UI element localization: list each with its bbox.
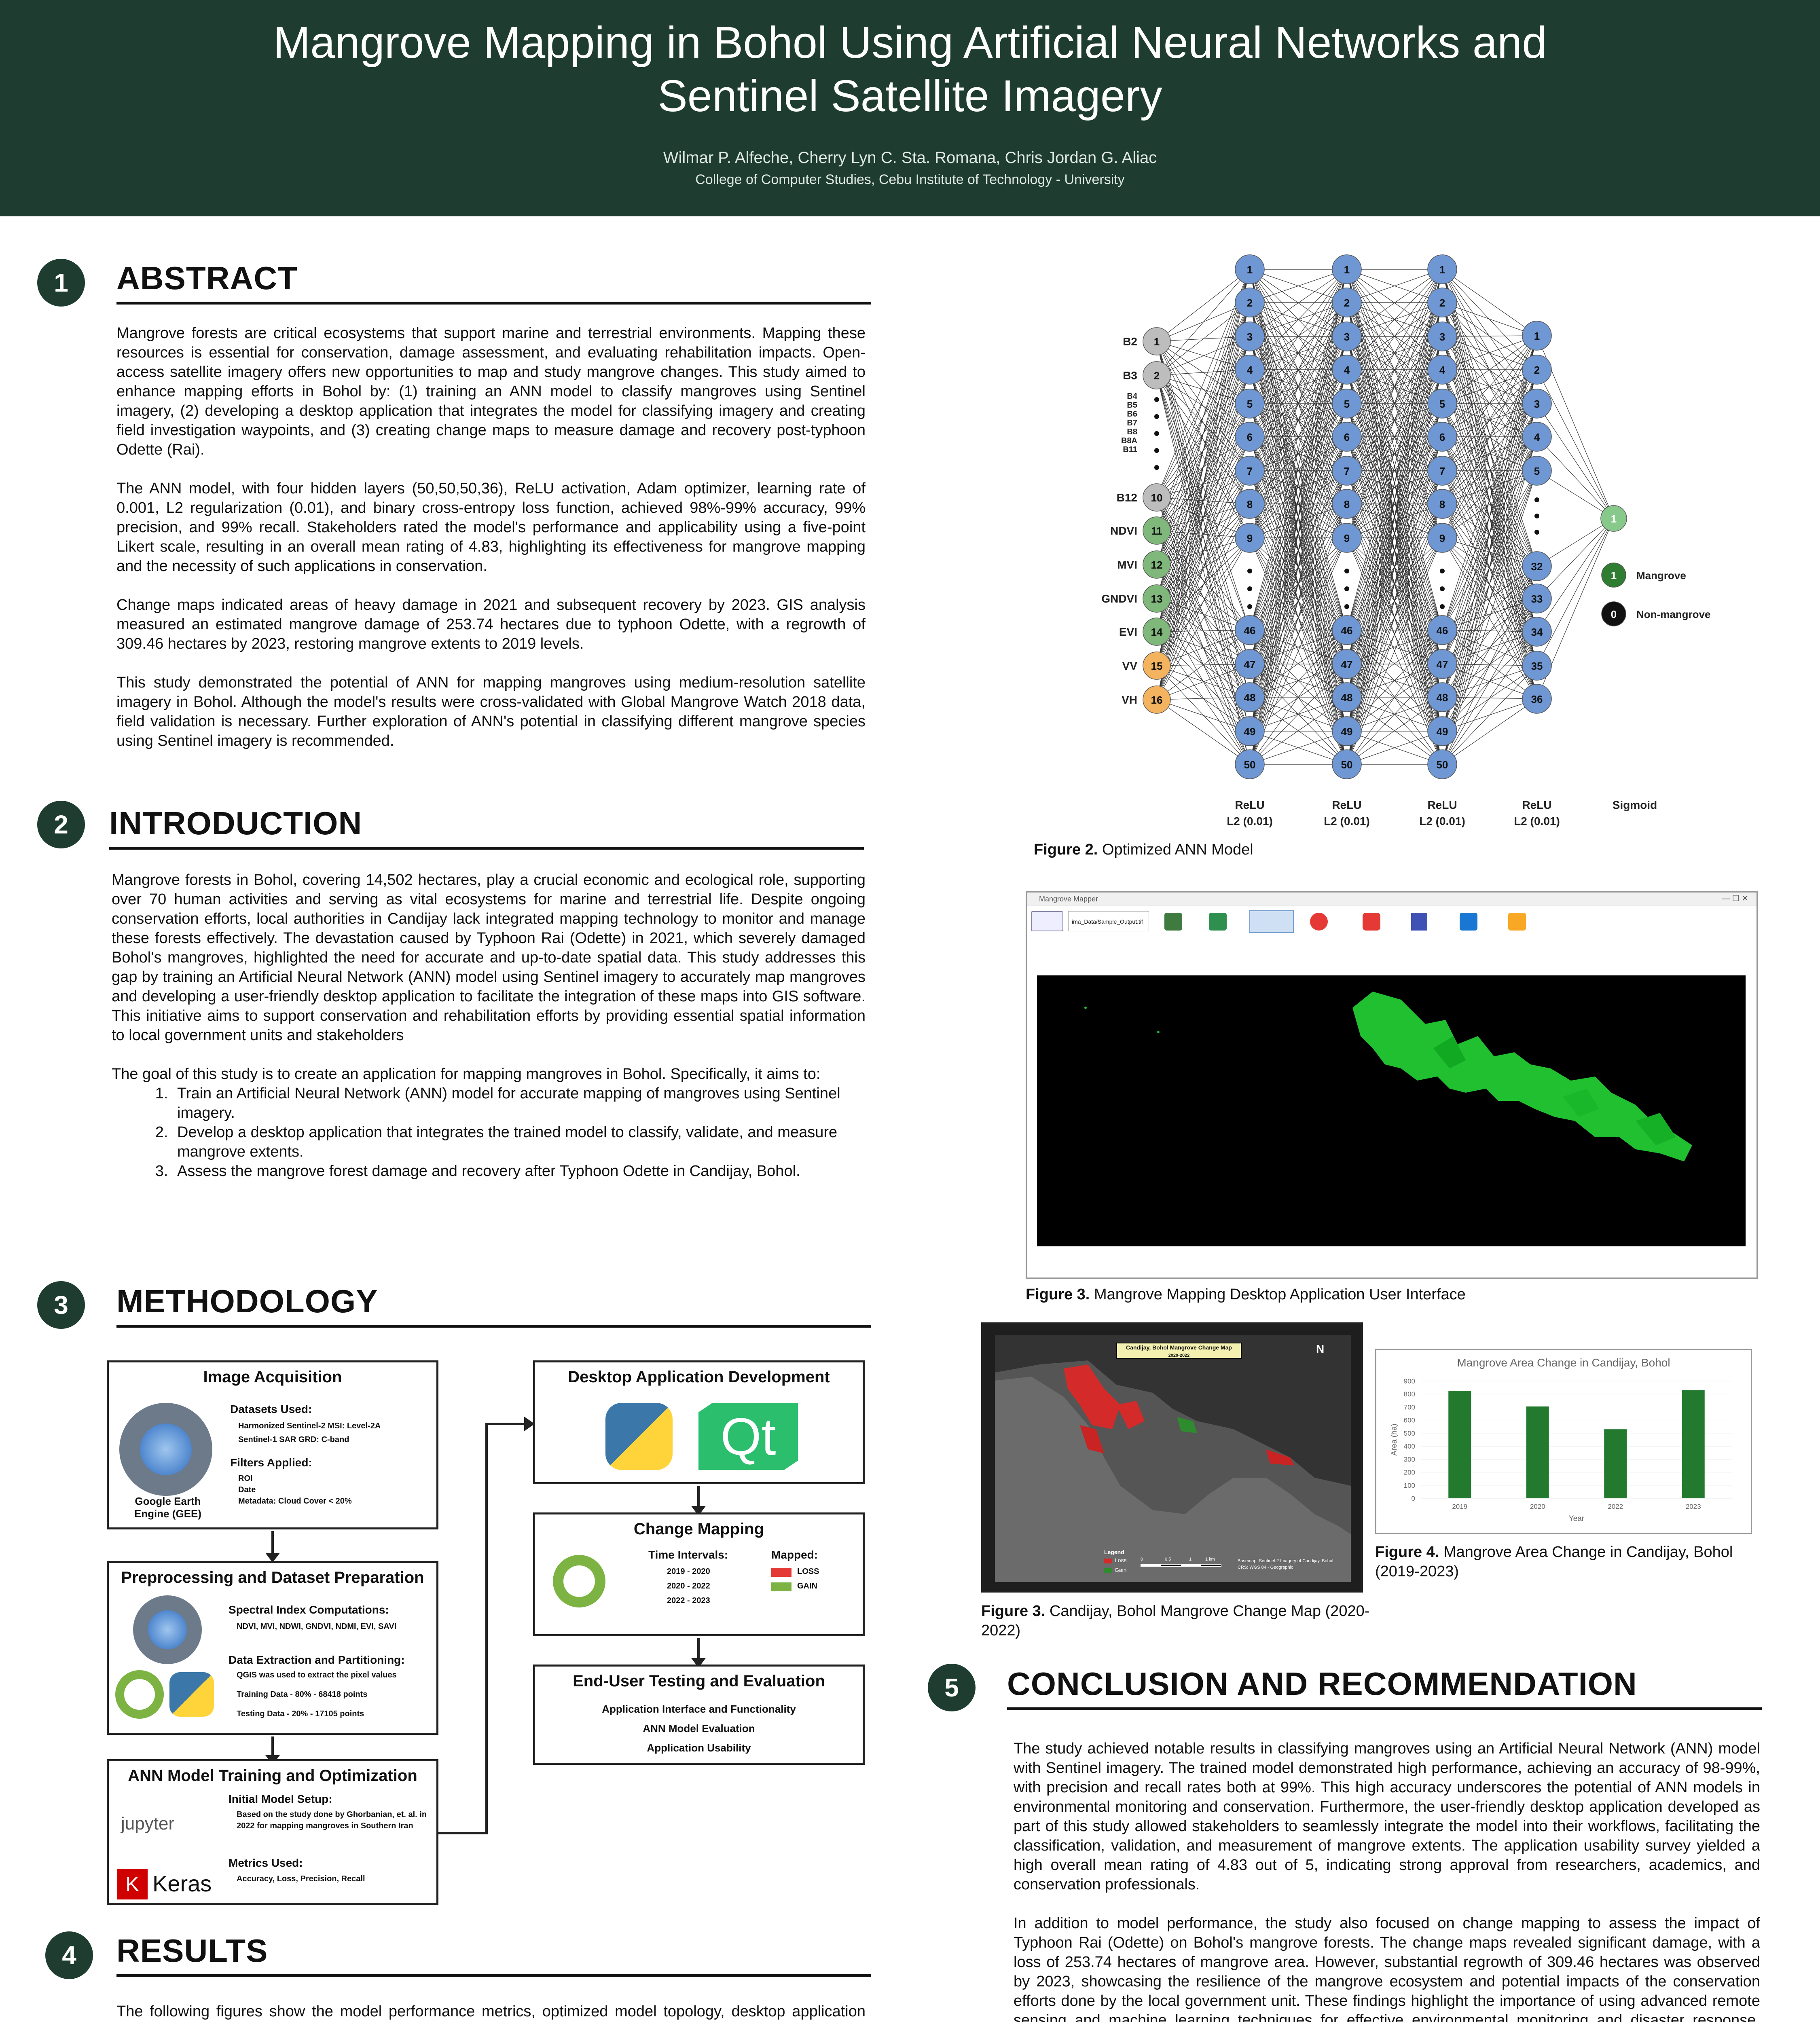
interval-item: 2019 - 2020	[667, 1567, 710, 1576]
spectral-heading: Spectral Index Computations:	[229, 1603, 389, 1616]
loss-label: LOSS	[797, 1567, 819, 1576]
conclusion-body	[1014, 1739, 1760, 2022]
y-tick-label: 800	[1403, 1390, 1415, 1398]
activation-label: Sigmoid	[1612, 799, 1657, 811]
input-feature-label: B7	[1127, 419, 1137, 427]
abstract-paragraph: Change maps indicated areas of heavy damage in 2021 and subsequent recovery by 2023. GIS analysis measured an estimated mangrove damage of 253.74 hectares due to typhoon Odette, with a regrowth of 309.46 hectares by 2023, restoring mangrove extents to 2019 levels.	[116, 596, 866, 652]
connection	[1157, 666, 1250, 764]
change-map	[981, 1322, 1363, 1593]
hidden-node-label: 3	[1246, 331, 1253, 343]
regularization-label: L2 (0.01)	[1419, 815, 1465, 827]
mapped-heading: Mapped:	[771, 1548, 818, 1561]
section-rule	[116, 1974, 871, 1977]
input-node-label: 2	[1153, 370, 1160, 382]
section-number-5: 5	[928, 1664, 976, 1711]
hidden-node-label: 1	[1534, 330, 1540, 342]
section-rule	[109, 847, 864, 850]
ellipsis-dot	[1534, 497, 1539, 502]
poster-header	[0, 0, 1820, 216]
gain-swatch	[771, 1582, 791, 1591]
caption-label: Figure 2.	[1034, 841, 1098, 858]
hidden-node-label: 49	[1244, 725, 1256, 738]
end-user-testing-box	[533, 1665, 865, 1765]
legend-non-mangrove-label: Non-mangrove	[1636, 608, 1711, 620]
input-feature-label: B3	[1123, 369, 1137, 382]
section-number-1: 1	[37, 259, 85, 307]
layers-button[interactable]	[1209, 913, 1227, 931]
input-node-label: 13	[1151, 593, 1163, 605]
abstract-paragraph: This study demonstrated the potential of ANN for mapping mangroves using medium-resolution satellite imagery in Bohol. Although the model's results were cross-validated with Global Mangrove Watch 2018 data, field validation is necessary. Further exploration of ANN's potential in classifying different mangrove species using Sentinel imagery is recommended.	[116, 674, 866, 749]
activation-label: ReLU	[1427, 799, 1457, 811]
hidden-node-label: 47	[1244, 658, 1256, 670]
box-title: End-User Testing and Evaluation	[573, 1672, 825, 1690]
hidden-node-label: 3	[1439, 331, 1445, 343]
bar	[1604, 1429, 1627, 1498]
north-arrow-icon: N	[1316, 1343, 1325, 1355]
section-rule	[1007, 1707, 1762, 1710]
keras-logo: Keras	[152, 1871, 212, 1896]
y-tick-label: 600	[1403, 1416, 1415, 1424]
x-tick-label: 2020	[1530, 1503, 1545, 1510]
ellipsis-dot	[1154, 414, 1159, 419]
metrics-heading: Metrics Used:	[229, 1857, 303, 1869]
bar	[1448, 1391, 1471, 1498]
change-mapping-box	[533, 1512, 865, 1636]
hidden-node-label: 34	[1531, 626, 1543, 638]
interval-item: 2020 - 2022	[667, 1582, 710, 1591]
hidden-node-label: 5	[1246, 398, 1253, 410]
qgis-icon	[115, 1670, 164, 1719]
section-number-2: 2	[37, 801, 85, 848]
caption-text: Mangrove Mapping Desktop Application User Interface	[1094, 1286, 1466, 1303]
filters-heading: Filters Applied:	[230, 1456, 312, 1469]
chart-title: Mangrove Area Change in Candijay, Bohol	[1457, 1356, 1670, 1369]
chart-button[interactable]	[1508, 913, 1526, 931]
hidden-node-label: 46	[1244, 624, 1256, 637]
legend-non-mangrove-node-label: 0	[1610, 608, 1617, 620]
hidden-node-label: 1	[1344, 264, 1350, 276]
abstract-body	[116, 324, 866, 770]
ellipsis-dot	[1534, 530, 1539, 535]
hidden-node-label: 6	[1439, 431, 1445, 443]
hidden-node-label: 35	[1531, 660, 1543, 672]
figure-3-caption	[1026, 1286, 1466, 1303]
input-feature-label: B12	[1116, 491, 1137, 504]
map-crs: CRS: WGS 84 - Geographic	[1238, 1565, 1293, 1570]
figure-3b-caption	[981, 1601, 1386, 1640]
evaluation-item: Application Interface and Functionality	[602, 1703, 796, 1715]
connection	[1442, 404, 1537, 764]
hidden-node-label: 8	[1439, 498, 1445, 510]
ann-training-box	[107, 1759, 438, 1905]
stop-button[interactable]	[1363, 913, 1380, 931]
image-acquisition-box	[107, 1360, 438, 1529]
ellipsis-dot	[1247, 569, 1252, 573]
conclusion-paragraph: In addition to model performance, the study also focused on change mapping to assess the impact of Typhoon Rai (Odette) on Bohol's mangrove forests. The change maps revealed significant damage, with a loss of 253.74 hectares of mangrove area. However, substantial regrowth of 309.46 hectares was observed by 2023, showcasing the resilience of the mangrove ecosystem and potential impacts of the conservation efforts done by the local government unit. These findings highlight the importance of using advanced remote sensing and machine learning techniques for effective environmental monitoring and disaster response,	[1014, 1915, 1760, 2022]
section-rule	[116, 302, 871, 305]
ann-diagram	[1023, 243, 1759, 837]
change-map-title: Candijay, Bohol Mangrove Change Map	[1126, 1344, 1232, 1351]
export-button[interactable]	[1460, 913, 1477, 931]
scale-bar	[1141, 1564, 1221, 1567]
list-item: 3. Assess the mangrove forest damage and recovery after Typhoon Odette in Candijay, Bohol.	[172, 1161, 866, 1181]
preprocessing-box	[107, 1561, 438, 1735]
input-node-label: 14	[1151, 626, 1163, 638]
ellipsis-dot	[1344, 586, 1349, 591]
input-feature-label: B8	[1127, 427, 1137, 436]
map-button[interactable]	[1249, 910, 1294, 933]
filter-item: Date	[238, 1485, 256, 1494]
hidden-node-label: 33	[1531, 593, 1543, 605]
input-feature-label: B5	[1127, 401, 1137, 410]
hidden-node-label: 48	[1341, 692, 1353, 704]
jupyter-logo: jupyter	[121, 1814, 175, 1834]
x-tick-label: 2023	[1685, 1503, 1701, 1510]
input-feature-label: B2	[1123, 335, 1137, 348]
hidden-node-label: 1	[1439, 264, 1445, 276]
section-title-conclusion: CONCLUSION AND RECOMMENDATION	[1007, 1666, 1637, 1702]
map-source: Basemap: Sentinel-2 Imagery of Candijay, Bohol	[1238, 1559, 1333, 1563]
section-title-introduction: INTRODUCTION	[109, 805, 362, 841]
hidden-node-label: 9	[1246, 532, 1253, 544]
input-feature-label: GNDVI	[1101, 592, 1137, 605]
area-chart-frame	[1375, 1349, 1752, 1534]
hidden-node-label: 36	[1531, 693, 1543, 705]
scale-tick: 0	[1141, 1557, 1143, 1562]
connection	[1537, 404, 1614, 518]
evaluation-item: ANN Model Evaluation	[643, 1722, 755, 1734]
bar	[1682, 1390, 1705, 1498]
flow-arrow	[271, 1531, 274, 1555]
caption-label: Figure 3.	[981, 1603, 1045, 1620]
input-node-label: 10	[1151, 492, 1163, 504]
caption-text: Candijay, Bohol Mangrove Change Map (2020-2022)	[981, 1603, 1370, 1639]
hidden-node-label: 6	[1246, 431, 1253, 443]
scale-tick: 1	[1189, 1557, 1192, 1562]
extraction-text: QGIS was used to extract the pixel values	[237, 1671, 397, 1679]
app-window-title: Mangrove Mapper	[1039, 895, 1098, 903]
hidden-node-label: 49	[1341, 725, 1353, 738]
python-icon	[169, 1672, 214, 1717]
section-title-methodology: METHODOLOGY	[116, 1283, 378, 1319]
desktop-app-box	[533, 1360, 865, 1484]
hidden-node-label: 49	[1436, 725, 1448, 738]
hidden-node-label: 3	[1534, 398, 1540, 410]
loss-label: Loss	[1115, 1557, 1127, 1563]
hidden-node-label: 47	[1436, 658, 1448, 670]
y-tick-label: 0	[1411, 1495, 1415, 1502]
y-tick-label: 300	[1403, 1455, 1415, 1464]
open-folder-button[interactable]	[1031, 911, 1063, 931]
input-feature-label: B6	[1127, 410, 1137, 419]
file-path-field[interactable]: ima_Data/Sample_Output.tif	[1068, 911, 1149, 931]
input-feature-label: MVI	[1117, 558, 1137, 571]
section-rule	[116, 1325, 871, 1328]
title-line-2: Sentinel Satellite Imagery	[658, 71, 1162, 121]
input-feature-label: B4	[1127, 392, 1137, 401]
intro-aims-list	[172, 1084, 866, 1181]
y-axis-label: Area (ha)	[1390, 1423, 1399, 1456]
setup-text: Based on the study done by Ghorbanian, et. al. in 2022 for mapping mangroves in Southern Iran	[237, 1810, 427, 1830]
google-earth-engine-icon	[133, 1595, 202, 1664]
ellipsis-dot	[1247, 586, 1252, 591]
section-title-results: RESULTS	[116, 1933, 268, 1969]
flow-arrow	[271, 1736, 274, 1758]
hidden-node-label: 47	[1341, 658, 1353, 670]
window-controls-icon[interactable]: — ☐ ✕	[1722, 894, 1748, 903]
training-data: Training Data - 80% - 68418 points	[237, 1690, 368, 1699]
regularization-label: L2 (0.01)	[1514, 815, 1560, 827]
regularization-label: L2 (0.01)	[1324, 815, 1370, 827]
qgis-icon	[553, 1555, 605, 1607]
poster-title	[0, 16, 1820, 123]
interval-item: 2022 - 2023	[667, 1596, 710, 1605]
caption-text: Optimized ANN Model	[1102, 841, 1253, 858]
y-tick-label: 700	[1403, 1403, 1415, 1411]
hidden-node-label: 7	[1344, 465, 1350, 477]
y-tick-label: 900	[1403, 1377, 1415, 1385]
setup-heading: Initial Model Setup:	[229, 1793, 332, 1805]
hidden-node-label: 4	[1246, 364, 1253, 376]
box-title: Image Acquisition	[203, 1368, 342, 1386]
dataset-item: Harmonized Sentinel-2 MSI: Level-2A	[238, 1421, 381, 1430]
scale-tick: 0.5	[1165, 1557, 1171, 1562]
hidden-node-label: 5	[1534, 465, 1540, 477]
hidden-node-label: 2	[1439, 297, 1445, 309]
figure-2-caption	[1034, 841, 1253, 859]
section-number-3: 3	[37, 1281, 85, 1329]
loss-swatch	[771, 1568, 791, 1577]
box-title: ANN Model Training and Optimization	[128, 1767, 417, 1785]
python-icon	[605, 1403, 673, 1470]
ellipsis-dot	[1154, 431, 1159, 436]
delete-button[interactable]	[1310, 913, 1328, 931]
ellipsis-dot	[1247, 604, 1252, 609]
caption-label: Figure 3.	[1026, 1286, 1090, 1303]
hidden-node-label: 1	[1246, 264, 1253, 276]
intro-paragraph: The goal of this study is to create an application for mapping mangroves in Bohol. Specifically, it aims to:	[112, 1066, 821, 1083]
hidden-node-label: 3	[1344, 331, 1350, 343]
change-map-subtitle: 2020-2022	[1168, 1353, 1190, 1358]
input-node-label: 12	[1151, 559, 1163, 571]
change-map-title-box	[1116, 1343, 1242, 1359]
hidden-node-label: 4	[1439, 364, 1445, 376]
connector	[438, 1832, 487, 1834]
ellipsis-dot	[1440, 586, 1445, 591]
hidden-node-label: 50	[1436, 759, 1448, 771]
app-window	[1026, 891, 1758, 1279]
y-tick-label: 400	[1403, 1442, 1415, 1451]
metrics-text: Accuracy, Loss, Precision, Recall	[237, 1874, 365, 1883]
datasets-heading: Datasets Used:	[230, 1403, 312, 1415]
input-feature-label: B11	[1123, 445, 1137, 454]
app-toolbar	[1031, 909, 1752, 934]
hidden-node-label: 4	[1344, 364, 1350, 376]
hidden-node-label: 2	[1344, 297, 1350, 309]
connection	[1157, 375, 1250, 731]
title-line-1: Mangrove Mapping in Bohol Using Artificial Neural Networks and	[273, 18, 1547, 68]
results-paragraph: The following figures show the model performance metrics, optimized model topology, desktop application	[116, 2003, 866, 2020]
gain-swatch	[1104, 1568, 1112, 1573]
hidden-node-label: 46	[1341, 624, 1353, 637]
hidden-node-label: 2	[1246, 297, 1253, 309]
intro-paragraph: Mangrove forests in Bohol, covering 14,502 hectares, play a crucial economic and ecological role, supporting over 70 human activities and serving as vital ecosystems for marine and terrestrial life. Despite ongoing conservation efforts, local authorities in Candijay lack integrated mapping technology to monitor and manage these forests effectively. The devastation caused by Typhoon Rai (Odette) in 2021, which severely damaged Bohol's mangroves, highlighted the need for accurate and up-to-date spatial data. This study addresses this gap by training an Artificial Neural Network (ANN) model using Sentinel imagery to accurately map mangroves and developing a user-friendly desktop application to facilitate the integration of these maps into GIS software. This initiative aims to support conservation and rehabilitation efforts by providing essential spatial information to local government units and stakeholders	[112, 871, 866, 1044]
input-node-label: 15	[1151, 660, 1163, 672]
hidden-node-label: 48	[1436, 692, 1448, 704]
box-title: Desktop Application Development	[568, 1368, 830, 1386]
classify-button[interactable]	[1164, 913, 1182, 931]
list-item: 2. Develop a desktop application that integrates the trained model to classify, validate, and measure mangrove extents.	[172, 1123, 866, 1161]
input-feature-label: B8A	[1121, 436, 1137, 445]
hidden-node-label: 7	[1439, 465, 1445, 477]
gain-label: GAIN	[797, 1582, 817, 1591]
gain-label: Gain	[1115, 1567, 1127, 1573]
hidden-node-label: 9	[1439, 532, 1445, 544]
input-feature-label: VH	[1122, 694, 1137, 706]
ellipsis-dot	[1344, 569, 1349, 573]
hidden-node-label: 2	[1534, 364, 1540, 376]
intervals-heading: Time Intervals:	[648, 1548, 728, 1561]
hidden-node-label: 50	[1244, 759, 1256, 771]
area-bar-chart	[1376, 1350, 1751, 1533]
ellipsis-dot	[1154, 465, 1159, 470]
y-tick-label: 200	[1403, 1468, 1415, 1476]
x-tick-label: 2022	[1608, 1503, 1623, 1510]
regularization-label: L2 (0.01)	[1227, 815, 1273, 827]
section-number-4: 4	[45, 1931, 93, 1979]
authors: Wilmar P. Alfeche, Cherry Lyn C. Sta. Romana, Chris Jordan G. Aliac	[663, 149, 1157, 167]
ellipsis-dot	[1154, 397, 1159, 402]
input-feature-label: NDVI	[1110, 525, 1137, 537]
filter-item: Metadata: Cloud Cover < 20%	[238, 1497, 352, 1506]
hidden-node-label: 5	[1439, 398, 1445, 410]
input-feature-label: EVI	[1119, 626, 1137, 638]
input-node-label: 16	[1151, 694, 1163, 706]
hidden-node-label: 48	[1244, 692, 1256, 704]
legend-mangrove-node-label: 1	[1610, 569, 1617, 582]
hidden-node-label: 50	[1341, 759, 1353, 771]
ellipsis-dot	[1440, 569, 1445, 573]
input-node-label: 11	[1151, 525, 1162, 537]
abstract-paragraph: Mangrove forests are critical ecosystems that support marine and terrestrial environments. Mapping these resources is essential for conservation, damage assessment, and evaluating rehabilitation impacts. Open-access satellite imagery offers new opportunities to map and study mangrove changes. This study aimed to enhance mapping efforts in Bohol by: (1) training an ANN model to classify mangroves using Sentinel imagery, (2) developing a desktop application that integrates the model for classifying imagery and creating field investigation waypoints, and (3) creating change maps to measure damage and recovery post-typhoon Odette (Rai).	[116, 325, 866, 458]
activation-label: ReLU	[1332, 799, 1362, 811]
loss-swatch	[1104, 1559, 1112, 1563]
bar	[1526, 1407, 1549, 1498]
ellipsis-dot	[1154, 448, 1159, 453]
hidden-node-label: 8	[1246, 498, 1253, 510]
activation-label: ReLU	[1235, 799, 1265, 811]
x-axis-label: Year	[1568, 1514, 1585, 1523]
connector	[485, 1423, 526, 1425]
input-node-label: 1	[1153, 336, 1160, 348]
ellipsis-dot	[1344, 604, 1349, 609]
extraction-heading: Data Extraction and Partitioning:	[229, 1654, 405, 1666]
testing-data: Testing Data - 20% - 17105 points	[237, 1709, 364, 1718]
flow-arrow	[697, 1638, 700, 1660]
scale-label: 1 km	[1205, 1557, 1215, 1562]
input-feature-label: VV	[1122, 660, 1137, 672]
figure-4-caption	[1375, 1542, 1755, 1581]
connection	[1442, 269, 1537, 566]
filter-item: ROI	[238, 1474, 253, 1483]
flow-arrow	[697, 1486, 700, 1508]
ellipsis-dot	[1440, 604, 1445, 609]
hidden-node-label: 5	[1344, 398, 1350, 410]
dataset-item: Sentinel-1 SAR GRD: C-band	[238, 1435, 349, 1444]
x-tick-label: 2019	[1452, 1503, 1468, 1510]
list-item: 1. Train an Artificial Neural Network (ANN) model for accurate mapping of mangroves using Sentinel imagery.	[172, 1084, 866, 1123]
caption-text: Mangrove Area Change in Candijay, Bohol (2019-2023)	[1375, 1544, 1733, 1580]
output-node-label: 1	[1610, 513, 1617, 525]
hidden-node-label: 9	[1344, 532, 1350, 544]
abstract-paragraph: The ANN model, with four hidden layers (50,50,50,36), ReLU activation, Adam optimizer, learning rate of 0.001, L2 regularization (0.01), and binary cross-entropy loss function, achieved 98%-99% accuracy, 99% precision, and 99% recall. Stakeholders rated the model's performance and applicability using a five-point Likert scale, resulting in an overall mean rating of 4.83, highlighting its effectiveness for mangrove mapping and the necessity of such applications in conservation.	[116, 480, 866, 575]
legend-mangrove-label: Mangrove	[1636, 569, 1686, 582]
caption-label: Figure 4.	[1375, 1544, 1439, 1561]
activation-label: ReLU	[1522, 799, 1552, 811]
ellipsis-dot	[1534, 514, 1539, 518]
results-intro	[116, 2002, 866, 2022]
y-tick-label: 100	[1403, 1481, 1415, 1489]
connection	[1157, 269, 1250, 375]
intro-body	[112, 870, 866, 1181]
qt-icon: Qt	[698, 1403, 798, 1470]
hidden-node-label: 6	[1344, 431, 1350, 443]
evaluation-item: Application Usability	[647, 1742, 751, 1754]
affiliation: College of Computer Studies, Cebu Institute of Technology - University	[695, 172, 1125, 187]
box-title: Preprocessing and Dataset Preparation	[121, 1569, 424, 1586]
hidden-node-label: 32	[1531, 560, 1543, 573]
classified-map	[1037, 975, 1746, 1246]
legend-title: Legend	[1104, 1549, 1124, 1555]
hidden-node-label: 4	[1534, 431, 1540, 443]
hidden-node-label: 7	[1246, 465, 1253, 477]
hidden-node-label: 46	[1436, 624, 1448, 637]
conclusion-paragraph: The study achieved notable results in classifying mangroves using an Artificial Neural Network (ANN) model with Sentinel imagery. The trained model demonstrated high performance, achieving an accuracy of 98-99%, with precision and recall rates both at 99%. This high accuracy underscores the potential of ANN models in environmental monitoring and conservation. Furthermore, the user-friendly desktop application developed as part of this study allowed stakeholders to seamlessly integrate the model into their workflows, facilitating the classification, validation, and measurement of mangrove extents. The application usability survey yielded a high overall mean rating of 4.83 out of 5, indicating strong approval from researchers, academics, and conservation professionals.	[1014, 1740, 1760, 1893]
section-title-abstract: ABSTRACT	[116, 260, 298, 296]
box-title: Change Mapping	[633, 1520, 764, 1538]
document-button[interactable]	[1411, 913, 1427, 931]
google-earth-engine-icon	[119, 1403, 212, 1496]
gee-label: Google Earth Engine (GEE)	[134, 1495, 202, 1520]
hidden-node-label: 8	[1344, 498, 1350, 510]
change-map-legend	[1104, 1549, 1347, 1581]
connector	[485, 1423, 488, 1834]
y-tick-label: 500	[1403, 1429, 1415, 1437]
keras-icon: K	[117, 1869, 148, 1899]
spectral-indices: NDVI, MVI, NDWI, GNDVI, NDMI, EVI, SAVI	[237, 1622, 397, 1631]
app-title-bar	[1027, 893, 1757, 905]
